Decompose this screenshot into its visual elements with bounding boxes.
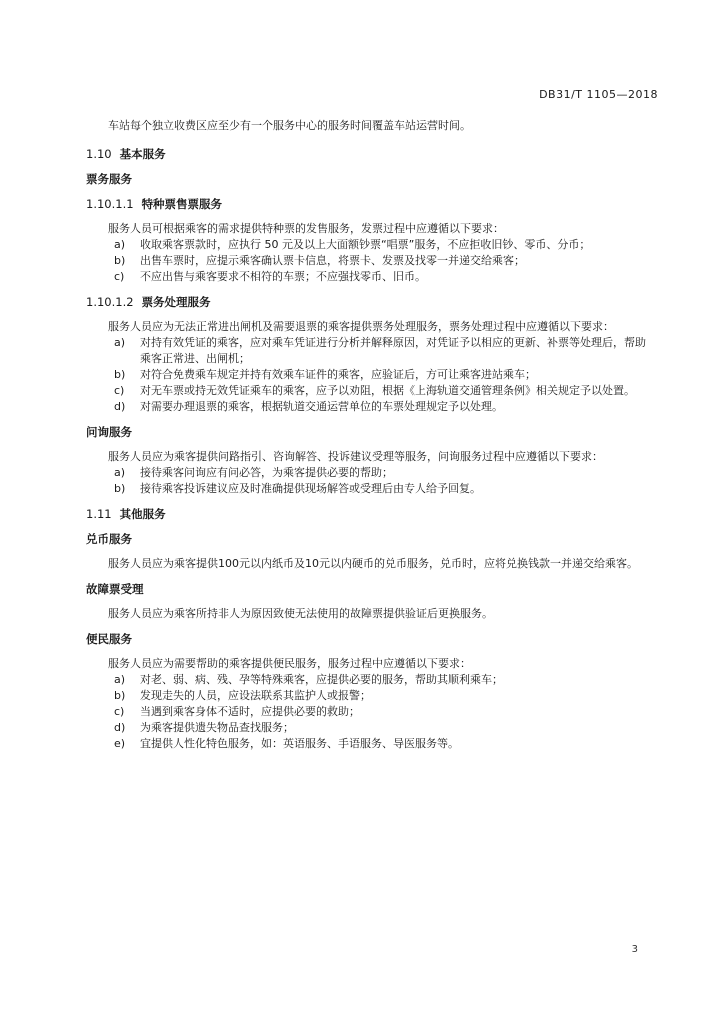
- section-title: 基本服务: [119, 147, 166, 161]
- list-item-text: 为乘客提供遗失物品查找服务；: [140, 721, 294, 734]
- list-marker: a): [114, 336, 126, 349]
- intro-line: 车站每个独立收费区应至少有一个服务中心的服务时间覆盖车站运营时间。: [108, 119, 471, 132]
- list-marker: a): [114, 466, 126, 479]
- section-title: 票务处理服务: [141, 295, 211, 309]
- list-item: [86, 237, 656, 253]
- list-marker: e): [114, 737, 126, 750]
- requirement-list: [86, 237, 656, 285]
- list-item-text: 对无车票或持无效凭证乘车的乘客，应予以劝阻，根据《上海轨道交通管理条例》相关规定予以处置。: [140, 384, 635, 397]
- paragraph: 服务人员可根据乘客的需求提供特种票的发售服务，发票过程中应遵循以下要求：: [108, 222, 504, 235]
- list-item: [86, 465, 656, 481]
- paragraph: 服务人员应为无法正常进出闸机及需要退票的乘客提供票务处理服务，票务处理过程中应遵循以下要求：: [108, 320, 614, 333]
- subheading-convenience-service: 便民服务: [86, 632, 132, 646]
- section-title: 特种票售票服务: [141, 197, 223, 211]
- section-number: 1.10.1.2: [86, 295, 134, 309]
- list-item-text: 不应出售与乘客要求不相符的车票；不应强找零币、旧币。: [140, 270, 426, 283]
- section-number: 1.10: [86, 147, 112, 161]
- list-item-text: 对持有效凭证的乘客，应对乘车凭证进行分析并解释原因，对凭证予以相应的更新、补票等处理后，帮助乘客正常进、出闸机；: [140, 336, 646, 365]
- list-item: [86, 720, 656, 736]
- list-item: [86, 736, 656, 752]
- paragraph: 服务人员应为需要帮助的乘客提供便民服务，服务过程中应遵循以下要求：: [108, 657, 471, 670]
- list-marker: b): [114, 368, 126, 381]
- list-marker: c): [114, 705, 125, 718]
- section-heading-1-10: [86, 146, 656, 162]
- subheading-inquiry-service: 问询服务: [86, 425, 132, 439]
- page-number: 3: [631, 944, 638, 955]
- requirement-list: [86, 465, 656, 497]
- list-item-text: 收取乘客票款时，应执行 50 元及以上大面额钞票“唱票”服务，不应拒收旧钞、零币、分币；: [140, 238, 591, 251]
- list-item-text: 接待乘客问询应有问必答，为乘客提供必要的帮助；: [140, 466, 393, 479]
- list-item-text: 发现走失的人员，应设法联系其监护人或报警；: [140, 689, 371, 702]
- list-item-text: 对符合免费乘车规定并持有效乘车证件的乘客，应验证后，方可让乘客进站乘车；: [140, 368, 536, 381]
- list-marker: b): [114, 689, 126, 702]
- list-item-text: 当遇到乘客身体不适时，应提供必要的救助；: [140, 705, 360, 718]
- list-item: [86, 672, 656, 688]
- section-number: 1.11: [86, 507, 112, 521]
- list-item: [86, 367, 656, 383]
- list-item: [86, 269, 656, 285]
- list-item-text: 出售车票时，应提示乘客确认票卡信息，将票卡、发票及找零一并递交给乘客；: [140, 254, 525, 267]
- document-code: DB31/T 1105—2018: [539, 88, 658, 101]
- section-heading-1-11: [86, 506, 656, 522]
- section-title: 其他服务: [119, 507, 166, 521]
- section-heading-1-10-1-1: [86, 196, 656, 212]
- requirement-list: [86, 672, 656, 752]
- list-item: [86, 253, 656, 269]
- list-item-text: 宜提供人性化特色服务，如：英语服务、手语服务、导医服务等。: [140, 737, 459, 750]
- section-number: 1.10.1.1: [86, 197, 134, 211]
- list-marker: d): [114, 721, 126, 734]
- list-item: [86, 481, 656, 497]
- list-item-text: 接待乘客投诉建议应及时准确提供现场解答或受理后由专人给予回复。: [140, 482, 481, 495]
- section-heading-1-10-1-2: [86, 294, 656, 310]
- list-marker: c): [114, 384, 125, 397]
- list-item-text: 对需要办理退票的乘客，根据轨道交通运营单位的车票处理规定予以处理。: [140, 400, 503, 413]
- list-marker: a): [114, 673, 126, 686]
- list-marker: b): [114, 254, 126, 267]
- list-item: [86, 383, 656, 399]
- list-item-text: 对老、弱、病、残、孕等特殊乘客，应提供必要的服务，帮助其顺利乘车；: [140, 673, 503, 686]
- subheading-exchange-service: 兑币服务: [86, 532, 132, 546]
- list-item: [86, 704, 656, 720]
- subheading-fault-ticket: 故障票受理: [86, 582, 144, 596]
- list-item: [86, 399, 656, 415]
- list-marker: c): [114, 270, 125, 283]
- requirement-list: [86, 335, 656, 415]
- list-marker: a): [114, 238, 126, 251]
- list-marker: b): [114, 482, 126, 495]
- paragraph: 服务人员应为乘客提供100元以内纸币及10元以内硬币的兑币服务，兑币时，应将兑换钱款一并递交给乘客。: [108, 557, 638, 570]
- list-marker: d): [114, 400, 126, 413]
- paragraph: 服务人员应为乘客提供问路指引、咨询解答、投诉建议受理等服务，问询服务过程中应遵循以下要求：: [108, 450, 603, 463]
- document-body: [86, 118, 656, 752]
- list-item: [86, 688, 656, 704]
- subheading-ticket-service: 票务服务: [86, 172, 132, 186]
- paragraph: 服务人员应为乘客所持非人为原因致使无法使用的故障票提供验证后更换服务。: [108, 607, 493, 620]
- list-item: [86, 335, 656, 367]
